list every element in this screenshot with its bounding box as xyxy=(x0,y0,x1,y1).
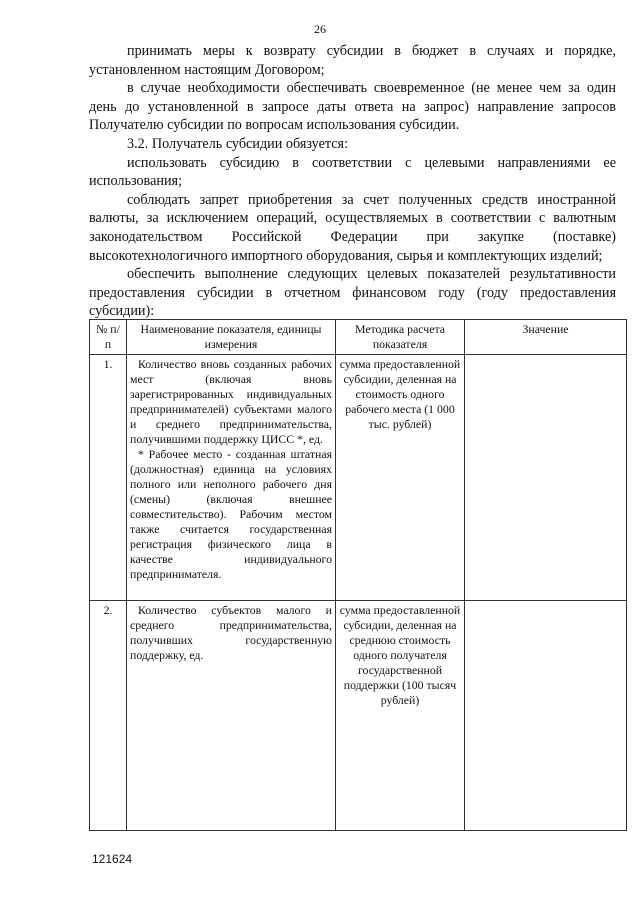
document-code: 121624 xyxy=(92,852,133,866)
indicators-table xyxy=(89,319,627,831)
paragraph: использовать субсидию в соответствии с целевыми направлениями ее использования; xyxy=(89,154,616,190)
table-row xyxy=(90,601,627,831)
row-num: 1. xyxy=(90,355,127,601)
row-name-cell xyxy=(127,601,336,831)
row-method: сумма предоставленной субсидии, деленная на стоимость одного рабочего места (1 000 тыс. рублей) xyxy=(336,355,465,601)
body-text xyxy=(89,42,616,321)
paragraph: соблюдать запрет приобретения за счет полученных средств иностранной валюты, за исключением операций, осуществляемых в соответствии с валютным законодательством Российской Федерации при закупке (поставке) высокотехнологичного импортного оборудования, сырья и комплектующих изделий; xyxy=(89,191,616,264)
paragraph: принимать меры к возврату субсидии в бюджет в случаях и порядке, установленном настоящим Договором; xyxy=(89,43,616,78)
row-value xyxy=(465,601,627,831)
header-num: № п/п xyxy=(90,320,127,355)
table-header-row xyxy=(90,320,627,355)
header-name: Наименование показателя, единицы измерения xyxy=(127,320,336,355)
paragraph: 3.2. Получатель субсидии обязуется: xyxy=(127,135,349,152)
header-method: Методика расчета показателя xyxy=(336,320,465,355)
paragraph: обеспечить выполнение следующих целевых показателей результативности предоставления субсидии в отчетном финансовом году (году предоставления субсидии): xyxy=(89,266,616,320)
paragraph: в случае необходимости обеспечивать своевременное (не менее чем за один день до установленной в запросе даты ответа на запрос) направление запросов Получателю субсидии по вопросам использования субсидии. xyxy=(89,80,616,134)
row-method: сумма предоставленной субсидии, деленная на среднюю стоимость одного получателя государственной поддержки (100 тысяч рублей) xyxy=(336,601,465,831)
row-name: Количество субъектов малого и среднего предпринимательства, получивших государственную поддержку, ед. xyxy=(130,603,332,662)
page-number: 26 xyxy=(314,22,326,36)
header-value: Значение xyxy=(465,320,627,355)
row-value xyxy=(465,355,627,601)
row-note: * Рабочее место - созданная штатная (должностная) единица на условиях полного или неполного рабочего дня (смены) (включая внешнее совместительство). Рабочим местом также считается государственная регистрация физического лица в качестве индивидуального предпринимателя. xyxy=(130,447,332,581)
row-name-cell xyxy=(127,355,336,601)
row-name: Количество вновь созданных рабочих мест (включая вновь зарегистрированных индивидуальных предпринимателей) субъектами малого и среднего предпринимательства, получившими поддержку ЦИСС *, ед. xyxy=(130,357,332,446)
table-row xyxy=(90,355,627,601)
row-num: 2. xyxy=(90,601,127,831)
